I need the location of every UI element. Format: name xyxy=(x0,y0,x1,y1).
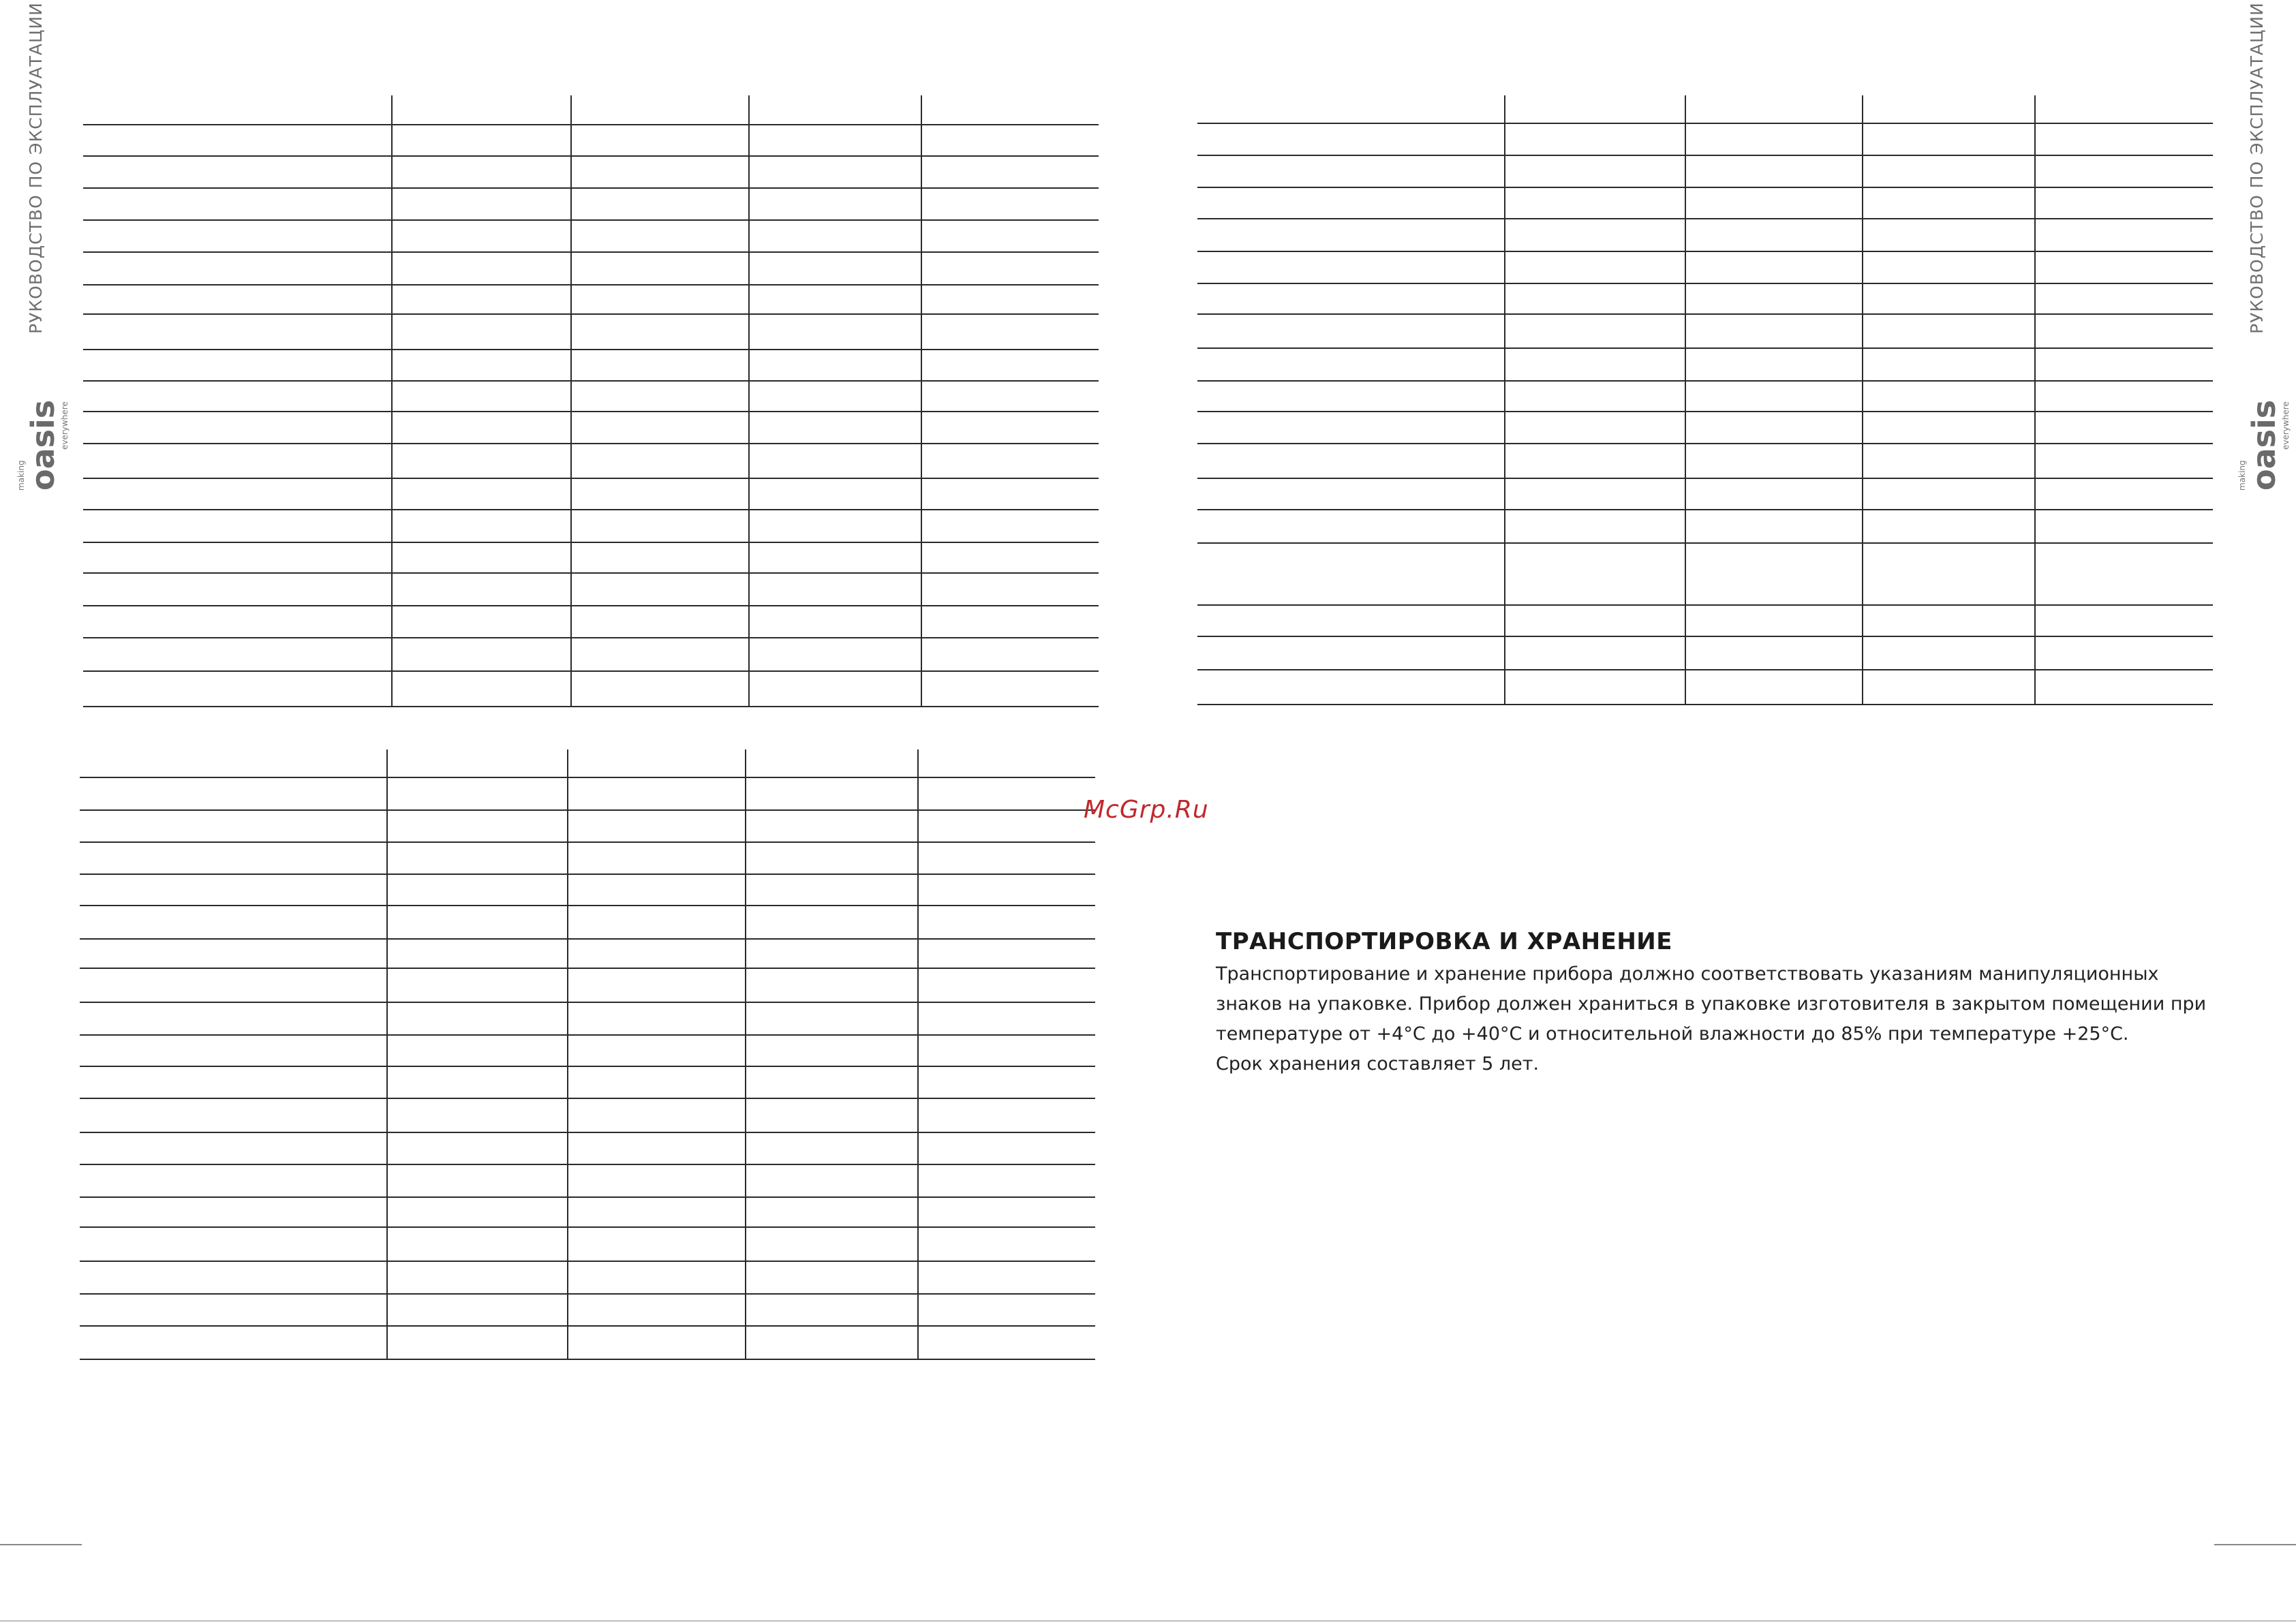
table-row-rule xyxy=(83,219,1099,221)
paragraph-line: знаков на упаковке. Прибор должен храниться в упаковке изготовителя в закрытом помещении при xyxy=(1216,993,2207,1015)
table-column-rule xyxy=(1862,95,1863,704)
table-row-rule xyxy=(80,1293,1095,1295)
table-row-rule xyxy=(80,1226,1095,1228)
table-row-rule xyxy=(83,572,1099,574)
logo-everywhere-text: everywhere xyxy=(60,401,70,450)
table-row-rule xyxy=(80,968,1095,969)
paragraph-line: Срок хранения составляет 5 лет. xyxy=(1216,1053,1540,1075)
logo-making-text: making xyxy=(2237,460,2247,491)
table-column-rule xyxy=(1685,95,1686,704)
table-row-rule xyxy=(80,841,1095,843)
table-row-rule xyxy=(80,809,1095,811)
blank-table-top-right xyxy=(1197,95,2213,704)
table-row-rule xyxy=(1197,636,2213,637)
table-row-rule xyxy=(80,874,1095,875)
blank-table-bottom-left xyxy=(80,749,1095,1359)
logo-oasis-text: oasis xyxy=(25,399,61,491)
table-column-rule xyxy=(921,95,922,706)
table-row-rule xyxy=(83,478,1099,479)
logo-oasis-text: oasis xyxy=(2246,399,2282,491)
table-row-rule xyxy=(83,509,1099,510)
right-side-rail xyxy=(2221,2,2296,504)
table-row-rule xyxy=(1197,283,2213,284)
table-row-rule xyxy=(80,1261,1095,1262)
table-column-rule xyxy=(2034,95,2036,704)
table-row-rule xyxy=(1197,509,2213,510)
table-row-rule xyxy=(80,1325,1095,1327)
table-column-rule xyxy=(391,95,393,706)
table-row-rule xyxy=(83,637,1099,638)
table-column-rule xyxy=(917,749,919,1359)
table-row-rule xyxy=(83,380,1099,382)
table-row-rule xyxy=(83,542,1099,543)
section-paragraph xyxy=(1216,959,2207,1079)
table-row-rule xyxy=(1197,251,2213,252)
table-row-rule xyxy=(1197,478,2213,479)
table-column-rule xyxy=(748,95,750,706)
table-row-rule xyxy=(80,938,1095,940)
table-column-rule xyxy=(567,749,568,1359)
table-row-rule xyxy=(83,670,1099,672)
table-row-rule xyxy=(83,284,1099,285)
table-row-rule xyxy=(80,1066,1095,1067)
footer-rule-right xyxy=(2214,1544,2296,1545)
table-row-rule xyxy=(1197,347,2213,349)
manual-title-vertical: РУКОВОДСТВО ПО ЭКСПЛУАТАЦИИ xyxy=(2247,2,2267,334)
table-row-rule xyxy=(83,411,1099,412)
table-column-rule xyxy=(386,749,388,1359)
transport-storage-section xyxy=(1216,928,2207,1079)
oasis-logo xyxy=(14,375,68,491)
table-row-rule xyxy=(80,1359,1095,1360)
table-row-rule xyxy=(1197,604,2213,606)
table-row-rule xyxy=(1197,155,2213,156)
table-row-rule xyxy=(80,1164,1095,1165)
table-row-rule xyxy=(80,1098,1095,1099)
table-row-rule xyxy=(83,187,1099,189)
table-row-rule xyxy=(1197,542,2213,544)
blank-table-top-left xyxy=(83,95,1099,706)
left-side-rail xyxy=(0,2,75,504)
section-heading: ТРАНСПОРТИРОВКА И ХРАНЕНИЕ xyxy=(1216,928,1672,955)
table-column-rule xyxy=(570,95,572,706)
table-row-rule xyxy=(80,1002,1095,1003)
oasis-logo xyxy=(2235,375,2289,491)
table-column-rule xyxy=(745,749,746,1359)
table-row-rule xyxy=(83,706,1099,707)
table-row-rule xyxy=(1197,313,2213,315)
table-row-rule xyxy=(1197,218,2213,219)
logo-everywhere-text: everywhere xyxy=(2281,401,2291,450)
footer-rule-left xyxy=(0,1544,82,1545)
table-row-rule xyxy=(1197,123,2213,124)
table-row-rule xyxy=(80,1196,1095,1198)
table-row-rule xyxy=(1197,380,2213,382)
table-row-rule xyxy=(1197,443,2213,444)
table-row-rule xyxy=(83,124,1099,125)
watermark-text: McGrp.Ru xyxy=(1084,796,1209,824)
table-row-rule xyxy=(80,1132,1095,1133)
table-row-rule xyxy=(80,905,1095,906)
table-row-rule xyxy=(83,313,1099,315)
paragraph-line: Транспортирование и хранение прибора должно соответствовать указаниям манипуляционных xyxy=(1216,963,2159,985)
table-row-rule xyxy=(83,443,1099,444)
table-column-rule xyxy=(1504,95,1505,704)
table-row-rule xyxy=(80,1034,1095,1036)
manual-title-vertical: РУКОВОДСТВО ПО ЭКСПЛУАТАЦИИ xyxy=(26,2,46,334)
table-row-rule xyxy=(1197,669,2213,670)
logo-making-text: making xyxy=(16,460,26,491)
table-row-rule xyxy=(83,155,1099,157)
table-row-rule xyxy=(83,605,1099,606)
table-row-rule xyxy=(83,251,1099,253)
table-row-rule xyxy=(1197,411,2213,412)
table-row-rule xyxy=(80,777,1095,778)
table-row-rule xyxy=(1197,187,2213,188)
paragraph-line: температуре от +4°C до +40°C и относительной влажности до 85% при температуре +25°C. xyxy=(1216,1023,2129,1045)
table-row-rule xyxy=(83,349,1099,350)
table-row-rule xyxy=(1197,704,2213,705)
page-bottom-rule xyxy=(0,1620,2296,1622)
